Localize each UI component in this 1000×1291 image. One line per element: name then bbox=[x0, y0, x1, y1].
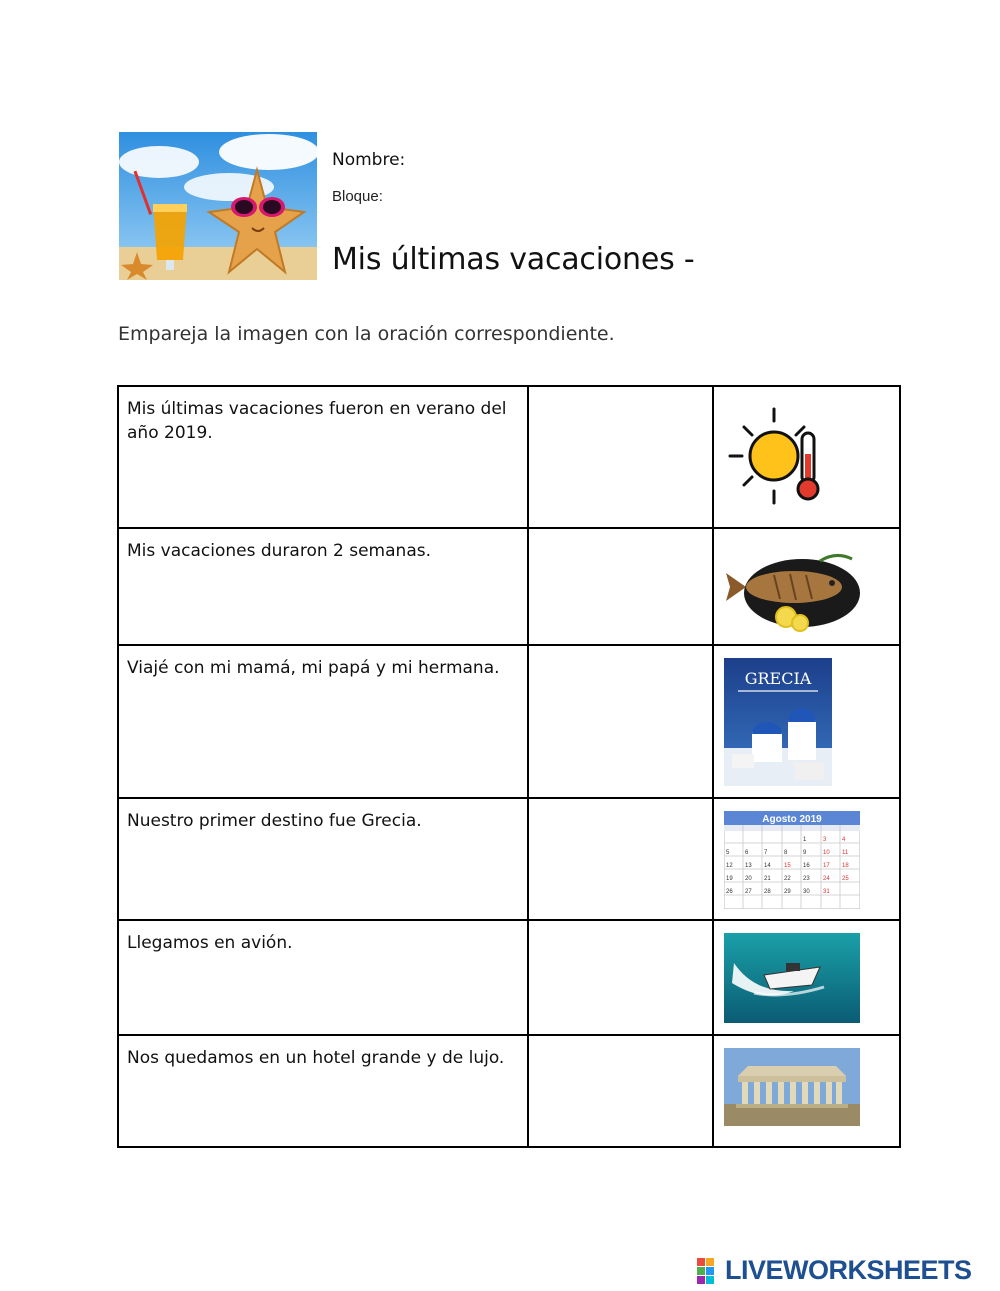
sentence-cell: Mis últimas vacaciones fueron en verano del año 2019. bbox=[118, 386, 528, 528]
table-row bbox=[118, 645, 900, 798]
nombre-label: Nombre: bbox=[332, 150, 406, 170]
answer-drop-zone[interactable] bbox=[528, 528, 713, 645]
image-cell bbox=[713, 1035, 900, 1147]
svg-text:10: 10 bbox=[823, 850, 830, 856]
svg-text:28: 28 bbox=[764, 889, 771, 895]
image-cell bbox=[713, 528, 900, 645]
svg-text:21: 21 bbox=[764, 876, 771, 882]
sentence-cell: Viajé con mi mamá, mi papá y mi hermana. bbox=[118, 645, 528, 798]
sentence-cell: Nuestro primer destino fue Grecia. bbox=[118, 798, 528, 920]
svg-text:11: 11 bbox=[842, 850, 849, 856]
svg-text:8: 8 bbox=[784, 850, 788, 856]
svg-text:3: 3 bbox=[823, 837, 827, 843]
matching-table bbox=[117, 385, 901, 1148]
image-cell bbox=[713, 920, 900, 1035]
parthenon-photo[interactable] bbox=[724, 1048, 860, 1130]
svg-text:25: 25 bbox=[842, 876, 849, 882]
sentence-cell: Mis vacaciones duraron 2 semanas. bbox=[118, 528, 528, 645]
svg-text:6: 6 bbox=[745, 850, 749, 856]
answer-drop-zone[interactable] bbox=[528, 798, 713, 920]
svg-text:7: 7 bbox=[764, 850, 768, 856]
svg-text:4: 4 bbox=[842, 837, 846, 843]
svg-text:23: 23 bbox=[803, 876, 810, 882]
image-cell bbox=[713, 386, 900, 528]
svg-text:9: 9 bbox=[803, 850, 807, 856]
grecia-book-cover[interactable] bbox=[724, 658, 832, 790]
calendar-image[interactable] bbox=[724, 811, 860, 913]
liveworksheets-logo bbox=[697, 1255, 972, 1286]
svg-text:1: 1 bbox=[803, 837, 807, 843]
image-cell bbox=[713, 645, 900, 798]
svg-text:26: 26 bbox=[726, 889, 733, 895]
svg-text:20: 20 bbox=[745, 876, 752, 882]
answer-drop-zone[interactable] bbox=[528, 920, 713, 1035]
svg-text:27: 27 bbox=[745, 889, 752, 895]
svg-text:17: 17 bbox=[823, 863, 830, 869]
svg-text:14: 14 bbox=[764, 863, 771, 869]
grilled-fish-photo[interactable] bbox=[724, 541, 860, 637]
svg-text:12: 12 bbox=[726, 863, 733, 869]
image-cell bbox=[713, 798, 900, 920]
svg-text:24: 24 bbox=[823, 876, 830, 882]
answer-drop-zone[interactable] bbox=[528, 645, 713, 798]
table-row bbox=[118, 528, 900, 645]
answer-drop-zone[interactable] bbox=[528, 386, 713, 528]
svg-text:29: 29 bbox=[784, 889, 791, 895]
instructions-text: Empareja la imagen con la oración correspondiente. bbox=[118, 323, 615, 345]
sentence-cell: Llegamos en avión. bbox=[118, 920, 528, 1035]
calendar-title: Agosto 2019 bbox=[762, 814, 822, 825]
svg-text:18: 18 bbox=[842, 863, 849, 869]
header-beach-photo bbox=[119, 132, 317, 280]
table-row bbox=[118, 386, 900, 528]
table-row bbox=[118, 920, 900, 1035]
table-row bbox=[118, 1035, 900, 1147]
speedboat-photo[interactable] bbox=[724, 933, 860, 1027]
svg-text:16: 16 bbox=[803, 863, 810, 869]
answer-drop-zone[interactable] bbox=[528, 1035, 713, 1147]
logo-text: LIVEWORKSHEETS bbox=[725, 1255, 972, 1285]
table-row bbox=[118, 798, 900, 920]
sun-thermometer-icon[interactable] bbox=[724, 399, 824, 513]
page-title: Mis últimas vacaciones - bbox=[332, 242, 695, 277]
svg-text:5: 5 bbox=[726, 850, 730, 856]
svg-text:15: 15 bbox=[784, 863, 791, 869]
svg-text:30: 30 bbox=[803, 889, 810, 895]
grecia-cover-title: GRECIA bbox=[744, 669, 812, 688]
svg-text:13: 13 bbox=[745, 863, 752, 869]
liveworksheets-logo-icon bbox=[697, 1258, 723, 1284]
svg-text:31: 31 bbox=[823, 889, 830, 895]
bloque-label: Bloque: bbox=[332, 188, 383, 205]
sentence-cell: Nos quedamos en un hotel grande y de lujo. bbox=[118, 1035, 528, 1147]
svg-text:19: 19 bbox=[726, 876, 733, 882]
svg-text:22: 22 bbox=[784, 876, 791, 882]
